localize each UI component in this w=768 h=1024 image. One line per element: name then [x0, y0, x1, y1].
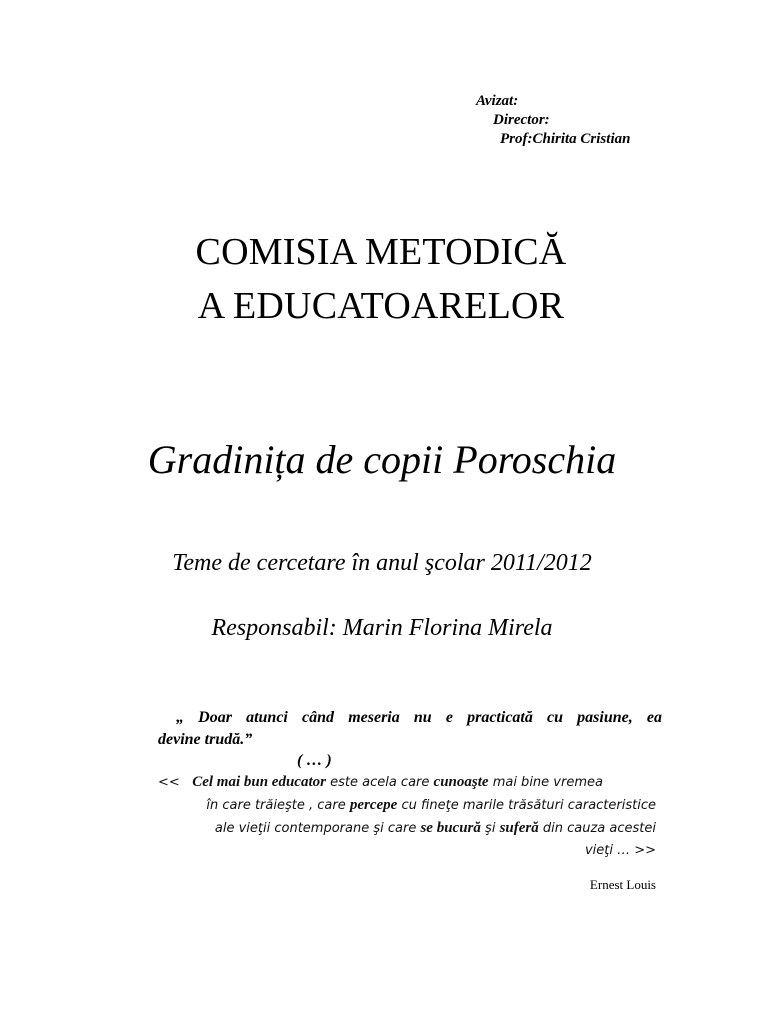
quote-one [158, 707, 662, 751]
approval-block [476, 92, 630, 149]
quote-two-text-3: în care trăieşte , care [206, 798, 346, 813]
quote-two-line-2 [158, 794, 656, 817]
responsible-person: Responsabil: Marin Florina Mirela [211, 615, 553, 641]
quote-two-line-1 [158, 771, 656, 794]
approval-label: Avizat: [476, 93, 519, 109]
quote-two-emphasis-3: percepe [349, 797, 398, 813]
research-topics-heading: Teme de cercetare în anul şcolar 2011/2012 [172, 550, 592, 576]
quote-two-emphasis-5: suferă [499, 820, 539, 836]
quote-two-text-1: este acela care [330, 775, 430, 790]
quote-two-line-3 [158, 817, 656, 840]
quote-two-text-8: vieţi … >> [584, 843, 656, 858]
quote-two-emphasis-2: cunoaşte [433, 774, 489, 790]
quote-two-emphasis-4: se bucură [420, 820, 481, 836]
quote-two-text-2: mai bine vremea [492, 775, 603, 790]
document-title-line-2: A EDUCATOARELOR [197, 285, 565, 327]
director-label: Director: [493, 112, 550, 128]
quote-two-text-5: ale vieţii contemporane şi care [214, 821, 417, 836]
quote-one-line-2: devine trudă.” [158, 731, 253, 748]
quote-two-emphasis-1: Cel mai bun educator [192, 774, 326, 790]
quote-two [158, 771, 656, 862]
quote-one-line-1: „ Doar atunci când meseria nu e practicată cu pasiune, ea [176, 709, 662, 726]
director-name: Prof:Chirita Cristian [500, 131, 631, 147]
quote-author: Ernest Louis [589, 877, 656, 892]
quote-one-ellipsis: ( … ) [297, 752, 332, 769]
quote-two-text-4: cu fineţe marile trăsături caracteristice [401, 798, 656, 813]
kindergarten-name: Gradinița de copii Poroschia [147, 437, 617, 482]
quote-two-text-7: din cauza acestei [542, 821, 656, 836]
quote-open-marks: << [158, 775, 180, 790]
quote-two-text-6: şi [485, 821, 496, 836]
document-title-line-1: COMISIA METODICĂ [195, 231, 567, 273]
quote-two-line-4 [158, 840, 656, 862]
